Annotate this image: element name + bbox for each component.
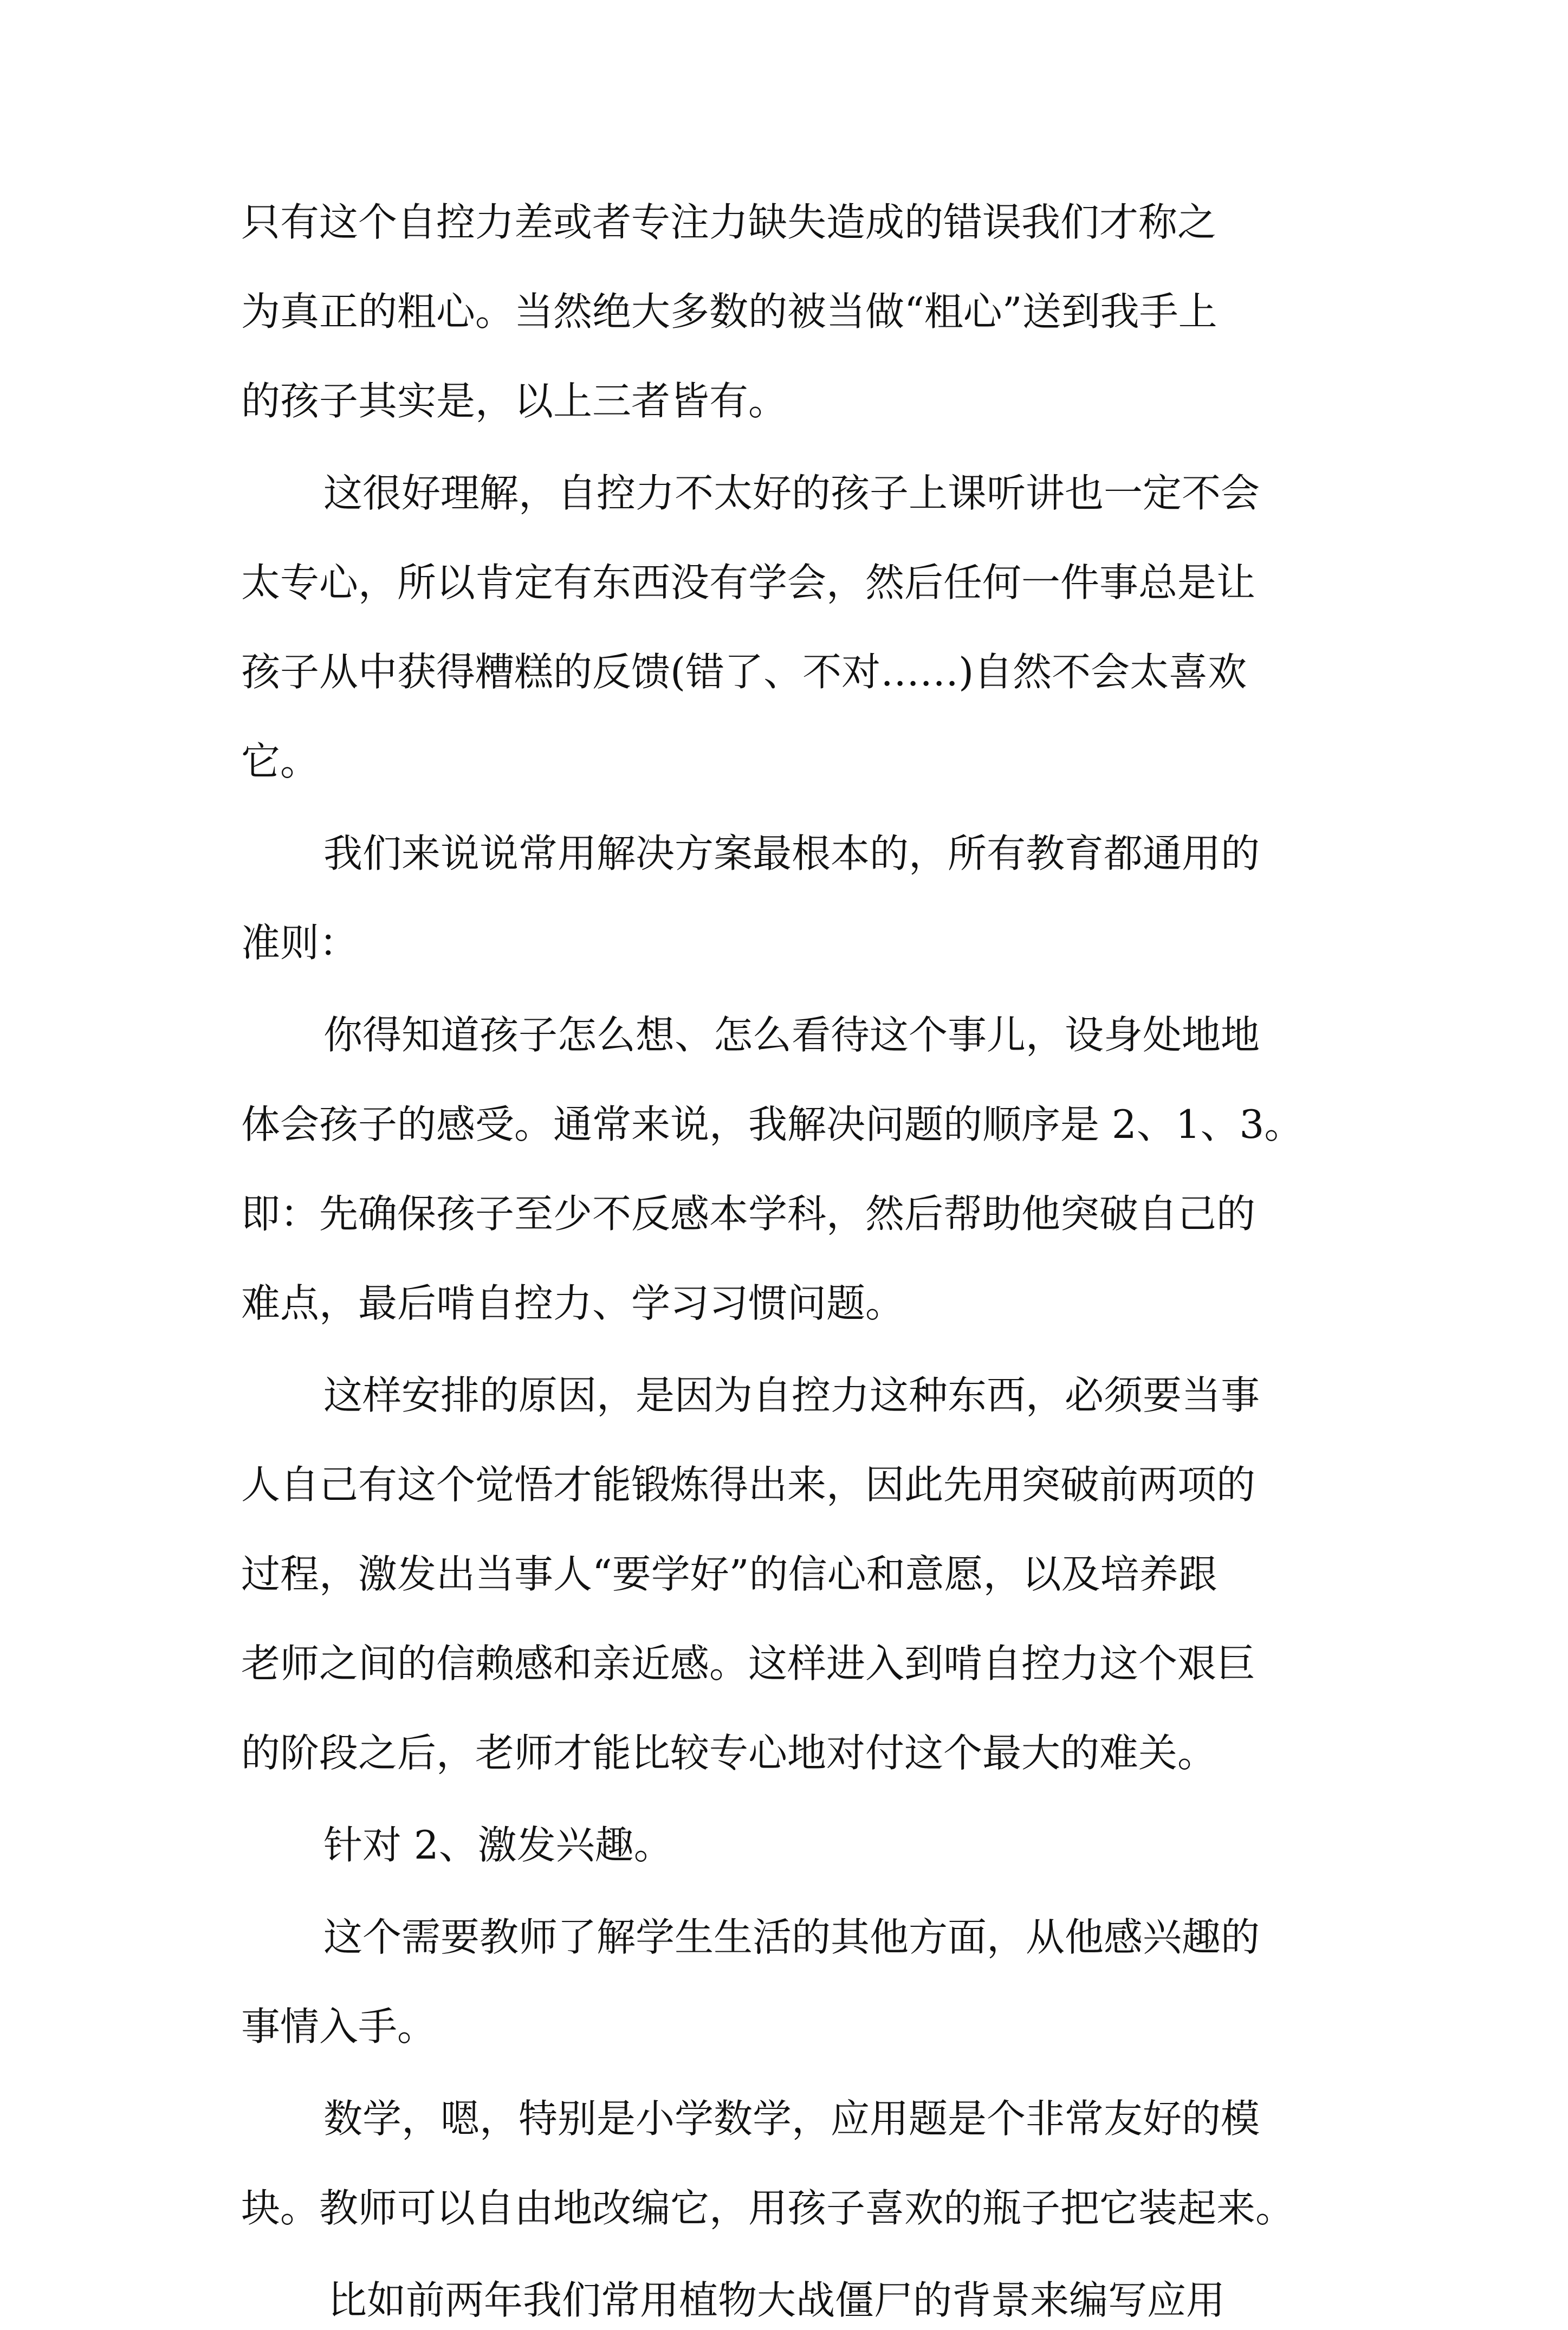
text-line: 为真正的粗心。当然绝大多数的被当做“粗心”送到我手上: [241, 289, 1217, 334]
text-line: 老师之间的信赖感和亲近感。这样进入到啃自控力这个艰巨: [241, 1641, 1256, 1686]
text-line: 它。: [241, 739, 320, 784]
paragraph-first-line: 你得知道孩子怎么想、怎么看待这个事儿，设身处地地: [323, 1012, 1260, 1058]
text-line: 过程，激发出当事人“要学好”的信心和意愿，以及培养跟: [241, 1551, 1217, 1597]
paragraph-first-line: 这个需要教师了解学生生活的其他方面，从他感兴趣的: [323, 1914, 1260, 1960]
text-line: 人自己有这个觉悟才能锻炼得出来，因此先用突破前两项的: [241, 1462, 1256, 1507]
text-line: 块。教师可以自由地改编它，用孩子喜欢的瓶子把它装起来。: [241, 2185, 1295, 2231]
section-heading: 针对 2、激发兴趣。: [323, 1822, 673, 1868]
text-line: 的孩子其实是，以上三者皆有。: [241, 378, 788, 424]
text-line: 的阶段之后，老师才能比较专心地对付这个最大的难关。: [241, 1730, 1217, 1776]
paragraph-first-line: 我们来说说常用解决方案最根本的，所有教育都通用的: [323, 831, 1260, 876]
paragraph-first-line: 比如前两年我们常用植物大战僵尸的背景来编写应用: [328, 2277, 1226, 2323]
text-line: 孩子从中获得糟糕的反馈(错了、不对……)自然不会太喜欢: [241, 649, 1247, 695]
text-line: 准则：: [241, 920, 359, 966]
paragraph-first-line: 这很好理解，自控力不太好的孩子上课听讲也一定不会: [323, 470, 1260, 516]
text-line: 只有这个自控力差或者专注力缺失造成的错误我们才称之: [241, 199, 1217, 245]
text-line: 事情入手。: [241, 2004, 437, 2049]
paragraph-first-line: 这样安排的原因，是因为自控力这种东西，必须要当事: [323, 1373, 1260, 1418]
paragraph-first-line: 数学，嗯，特别是小学数学，应用题是个非常友好的模: [323, 2096, 1260, 2141]
text-line: 即：先确保孩子至少不反感本学科，然后帮助他突破自己的: [241, 1191, 1256, 1237]
text-line: 太专心，所以肯定有东西没有学会，然后任何一件事总是让: [241, 560, 1256, 605]
text-line: 难点，最后啃自控力、学习习惯问题。: [241, 1280, 905, 1326]
text-line: 体会孩子的感受。通常来说，我解决问题的顺序是 2、1、3。: [241, 1102, 1304, 1147]
